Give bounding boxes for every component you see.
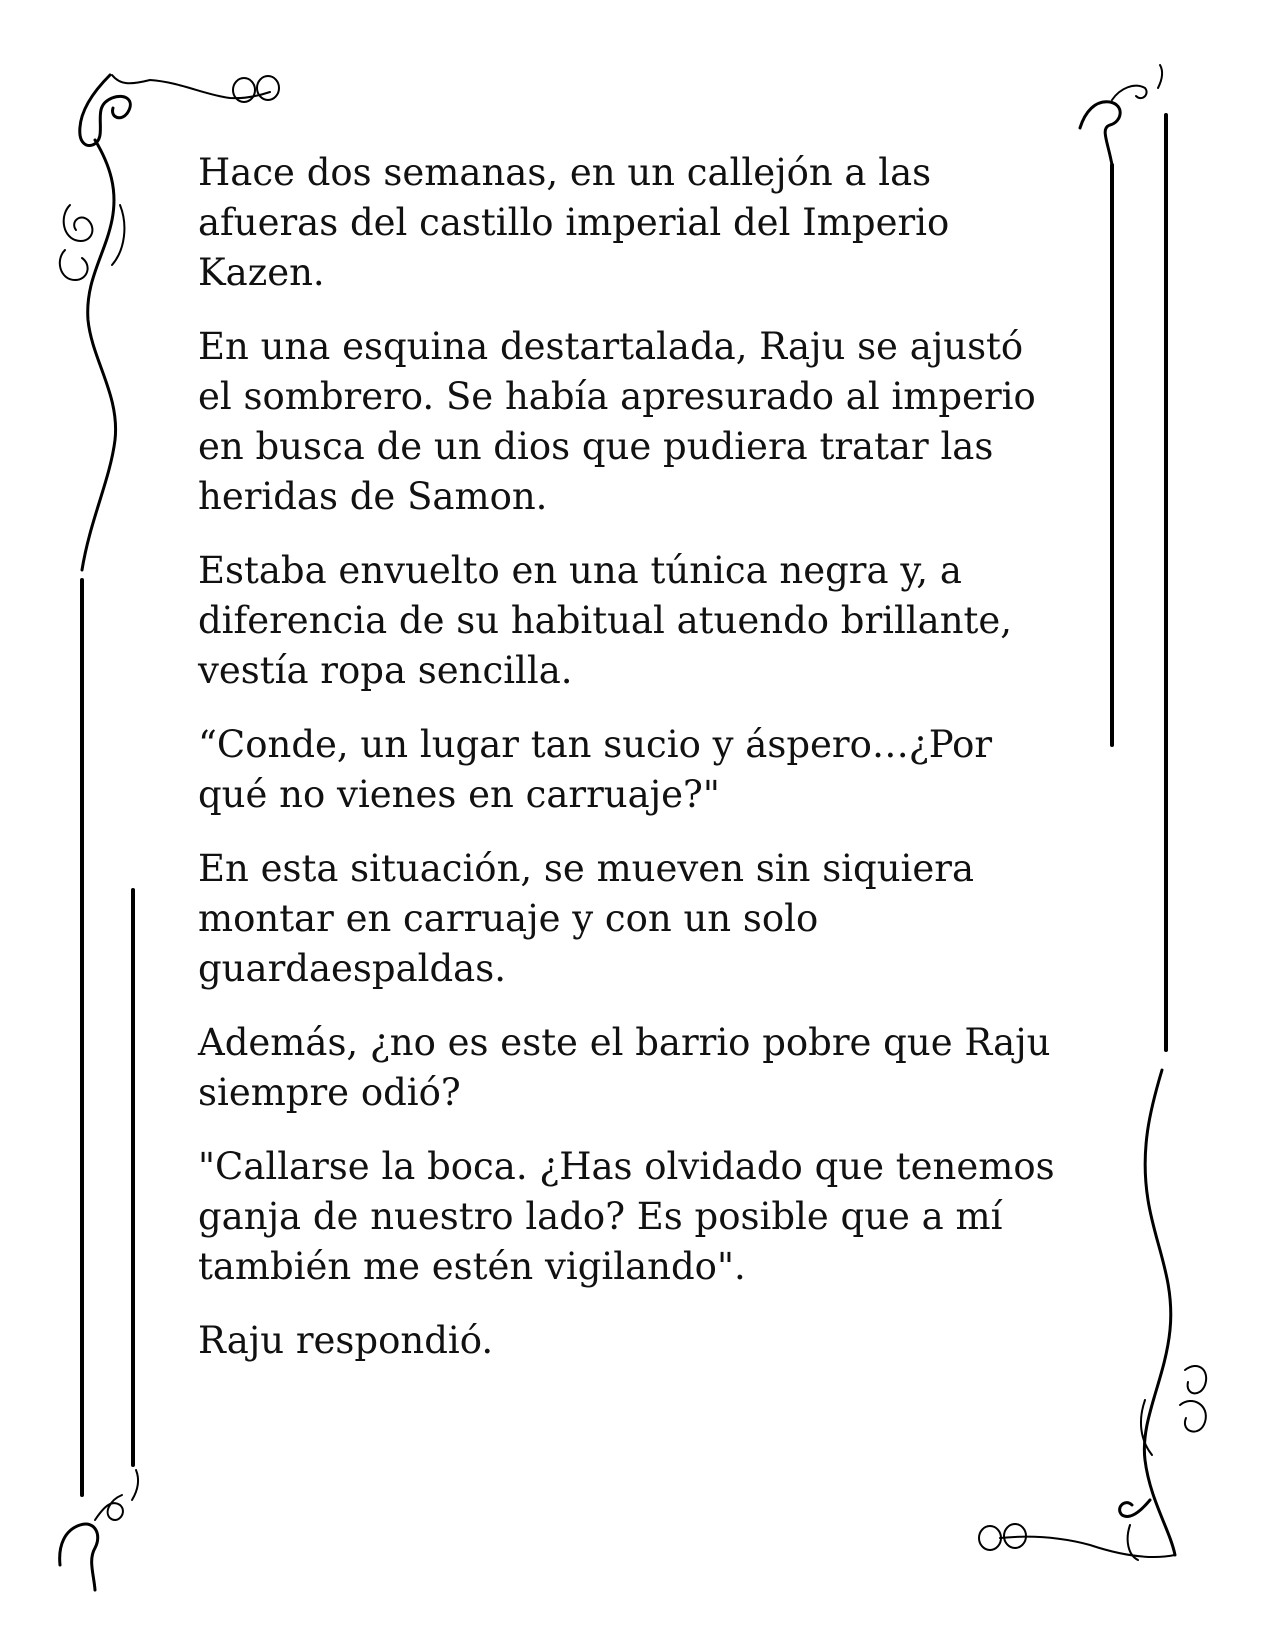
text-line: qué no vienes en carruaje?" [198, 773, 720, 816]
text-line: heridas de Samon. [198, 475, 548, 518]
paragraph-8 [178, 1316, 1078, 1366]
text-line: "Callarse la boca. ¿Has olvidado que tenemos [198, 1145, 1055, 1188]
bottom-left-flourish-ornament [60, 1470, 138, 1590]
text-line: Estaba envuelto en una túnica negra y, a [198, 549, 962, 592]
text-line: Raju respondió. [198, 1319, 494, 1362]
paragraph-2 [178, 322, 1078, 522]
text-line: montar en carruaje y con un solo [198, 897, 819, 940]
text-line: guardaespaldas. [198, 947, 506, 990]
top-right-flourish-ornament [1080, 65, 1162, 165]
text-line: vestía ropa sencilla. [198, 649, 573, 692]
paragraph-1 [178, 148, 1078, 298]
text-line: Además, ¿no es este el barrio pobre que Raju [198, 1021, 1051, 1064]
paragraph-7 [178, 1142, 1078, 1292]
paragraph-3 [178, 546, 1078, 696]
text-line: siempre odió? [198, 1071, 461, 1114]
text-line: diferencia de su habitual atuendo brillante, [198, 599, 1013, 642]
paragraph-5 [178, 844, 1078, 994]
paragraph-6 [178, 1018, 1078, 1118]
text-line: en busca de un dios que pudiera tratar las [198, 425, 994, 468]
text-line: el sombrero. Se había apresurado al imperio [198, 375, 1036, 418]
text-line: En esta situación, se mueven sin siquiera [198, 847, 975, 890]
text-line: Hace dos semanas, en un callejón a las [198, 151, 932, 194]
text-line: Kazen. [198, 251, 325, 294]
text-line: afueras del castillo imperial del Imperio [198, 201, 950, 244]
text-line: ganja de nuestro lado? Es posible que a mí [198, 1195, 1003, 1238]
text-line: también me estén vigilando". [198, 1245, 746, 1288]
page-body [178, 148, 1078, 1390]
text-line: “Conde, un lugar tan sucio y áspero…¿Por [198, 723, 993, 766]
paragraph-4 [178, 720, 1078, 820]
text-line: En una esquina destartalada, Raju se ajustó [198, 325, 1024, 368]
